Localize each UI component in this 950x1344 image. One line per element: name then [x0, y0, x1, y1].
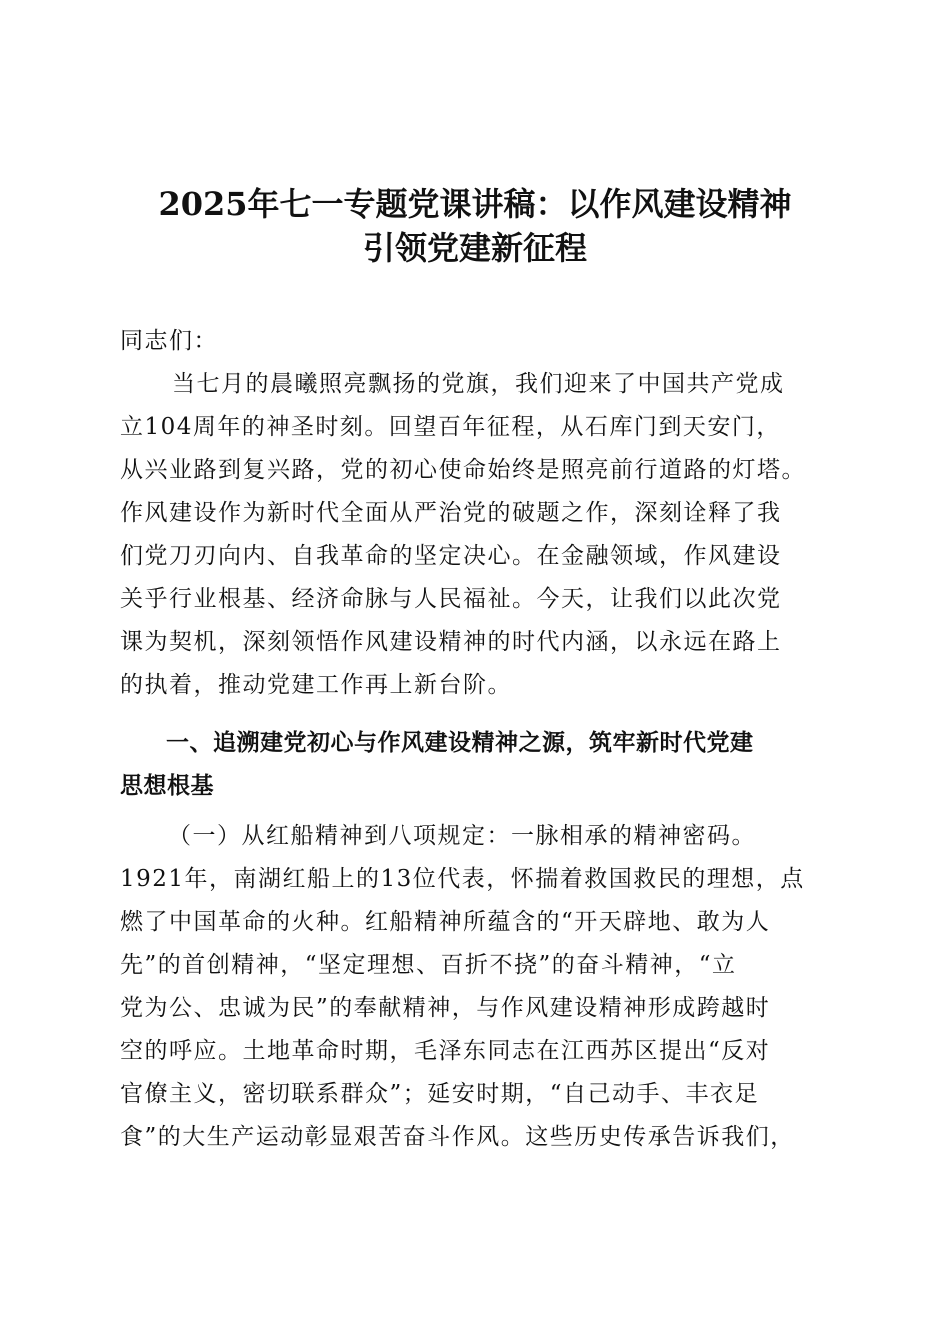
document-title-line-2: 引领党建新征程 [362, 229, 587, 267]
salutation: 同志们： [120, 328, 218, 354]
section-body-line: 官僚主义，密切联系群众”；延安时期，“自己动手、丰衣足 [120, 1081, 760, 1107]
section-body-line: 先”的首创精神，“坚定理想、百折不挠”的奋斗精神，“立 [120, 952, 737, 978]
document-title-line-1: 2025年七一专题党课讲稿：以作风建设精神 [158, 185, 792, 223]
intro-line: 关乎行业根基、经济命脉与人民福祉。今天，让我们以此次党 [120, 586, 782, 612]
intro-line: 从兴业路到复兴路，党的初心使命始终是照亮前行道路的灯塔。 [120, 457, 806, 483]
intro-line: 当七月的晨曦照亮飘扬的党旗，我们迎来了中国共产党成 [172, 371, 785, 397]
intro-line: 课为契机，深刻领悟作风建设精神的时代内涵，以永远在路上 [120, 629, 782, 655]
intro-line: 立104周年的神圣时刻。回望百年征程，从石库门到天安门， [120, 414, 781, 440]
section-body-line: （一）从红船精神到八项规定：一脉相承的精神密码。 [168, 823, 756, 849]
section-body-line: 1921年，南湖红船上的13位代表，怀揣着救国救民的理想，点 [120, 866, 805, 892]
section-heading-line: 一、追溯建党初心与作风建设精神之源，筑牢新时代党建 [166, 730, 754, 756]
intro-line: 们党刀刃向内、自我革命的坚定决心。在金融领域，作风建设 [120, 543, 782, 569]
intro-line: 的执着，推动党建工作再上新台阶。 [120, 672, 512, 698]
section-body-line: 空的呼应。土地革命时期，毛泽东同志在江西苏区提出“反对 [120, 1038, 771, 1064]
section-body-line: 食”的大生产运动彰显艰苦奋斗作风。这些历史传承告诉我们， [120, 1124, 795, 1150]
section-body-line: 党为公、忠诚为民”的奉献精神，与作风建设精神形成跨越时 [120, 995, 771, 1021]
intro-line: 作风建设作为新时代全面从严治党的破题之作，深刻诠释了我 [120, 500, 782, 526]
section-body-line: 燃了中国革命的火种。红船精神所蕴含的“开天辟地、敢为人 [120, 909, 771, 935]
section-heading-line: 思想根基 [120, 773, 214, 799]
